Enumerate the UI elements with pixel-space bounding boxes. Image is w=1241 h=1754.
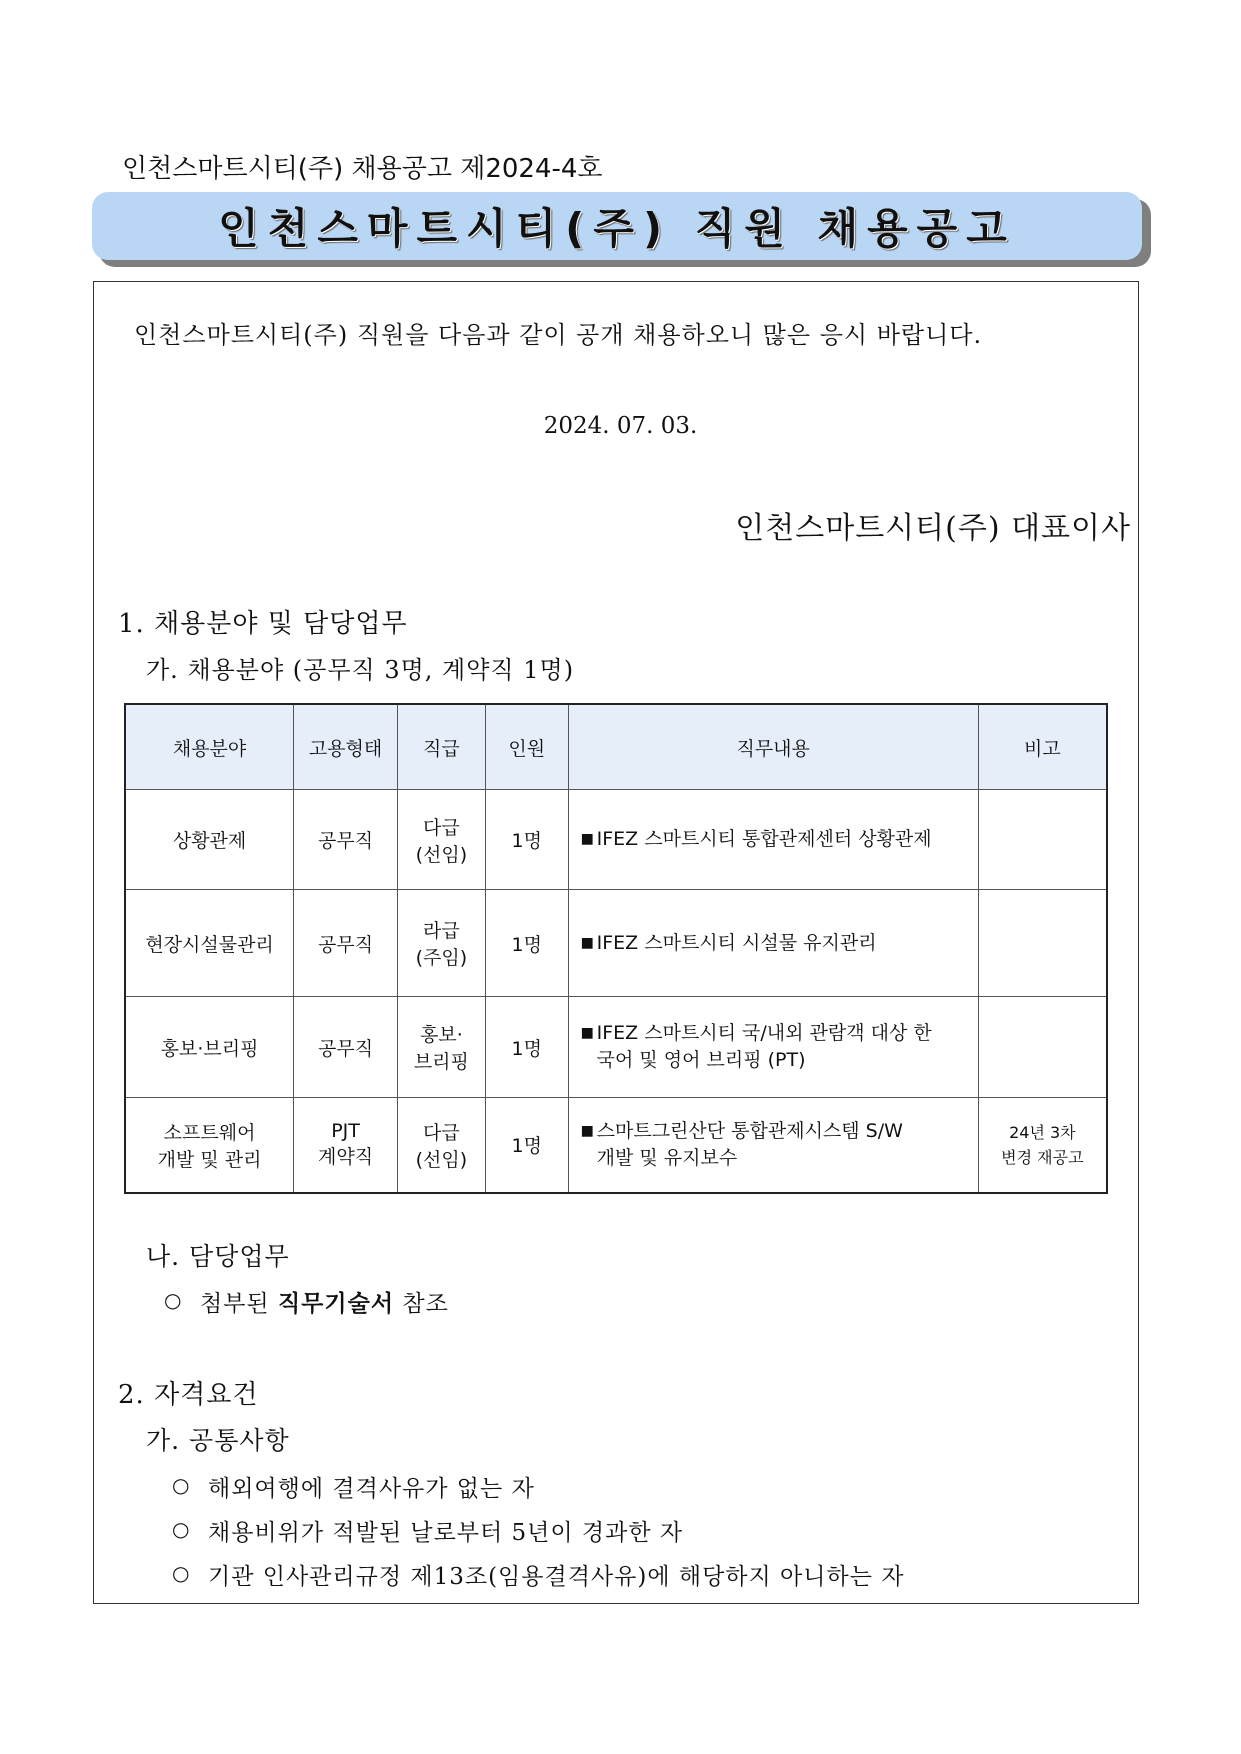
cell-count [485,1098,568,1193]
cell-field-line: 홍보·브리핑 [160,1037,259,1060]
cell-field-line: 소프트웨어 [163,1121,256,1144]
table-header-cell: 인원 [485,704,568,790]
cell-grade [397,997,485,1098]
table-header-cell: 직무내용 [568,704,978,790]
cell-field [125,790,294,890]
cell-duty-line: IFEZ 스마트시티 국/내외 관람객 대상 한 [596,1022,932,1044]
cell-duty [568,1098,978,1193]
table-row [125,1098,1107,1193]
cell-count-line: 1명 [511,1135,542,1158]
circle-bullet-icon: ○ [172,1473,191,1497]
cell-count-line: 1명 [511,1037,542,1060]
table-header-row [125,704,1107,790]
cell-grade [397,790,485,890]
list-item-text: 참조 [402,1291,449,1317]
cell-duty [568,997,978,1098]
cell-grade [397,890,485,997]
cell-count-line: 1명 [511,933,542,956]
table-row [125,890,1107,997]
cell-duty-line: 국어 및 영어 브리핑 (PT) [596,1049,806,1071]
list-item [172,1470,535,1503]
list-item [172,1558,904,1591]
table-header-cell: 직급 [397,704,485,790]
cell-employment-type [294,997,398,1098]
table-header-cell: 비고 [978,704,1107,790]
cell-grade-line: 라급 [423,920,460,942]
cell-employment-type [294,890,398,997]
list-item-text: 해외여행에 결격사유가 없는 자 [208,1476,535,1502]
cell-employment-type-line: 공무직 [317,933,374,956]
square-bullet-icon: ■ [580,1122,594,1139]
signer: 인천스마트시티(주) 대표이사 [735,511,1131,546]
cell-field-line: 현장시설물관리 [145,933,274,956]
section2-heading: 2. 자격요건 [118,1380,259,1410]
cell-note-line: 변경 재공고 [1001,1147,1084,1167]
cell-note [978,1098,1107,1193]
cell-field [125,997,294,1098]
table-row [125,997,1107,1098]
list-item-text: 기관 인사관리규정 제13조(임용결격사유)에 해당하지 아니하는 자 [208,1564,905,1590]
cell-count [485,790,568,890]
cell-grade-line: 다급 [423,816,460,839]
square-bullet-icon: ■ [580,934,594,951]
cell-employment-type [294,790,398,890]
intro-text: 인천스마트시티(주) 직원을 다음과 같이 공개 채용하오니 많은 응시 바랍니다. [134,321,983,349]
table-row [125,790,1107,890]
cell-grade-line: (선임) [415,843,468,866]
section1-sub-b: 나. 담당업무 [146,1242,290,1271]
cell-employment-type-line: 공무직 [317,830,374,852]
cell-grade-line: 브리핑 [413,1051,469,1073]
cell-duty-line: IFEZ 스마트시티 통합관제센터 상황관제 [596,828,932,850]
title-banner [92,192,1142,260]
cell-note-line: 24년 3차 [1009,1122,1076,1142]
list-item [172,1514,683,1547]
circle-bullet-icon: ○ [172,1517,191,1541]
list-item-text: 첨부된 [200,1291,270,1317]
cell-duty-line: 개발 및 유지보수 [596,1146,738,1169]
cell-count-line: 1명 [511,830,542,852]
section1-heading: 1. 채용분야 및 담당업무 [118,609,408,639]
square-bullet-icon: ■ [580,831,594,847]
cell-field-line: 상황관제 [172,830,247,852]
cell-count [485,890,568,997]
section2-sub-a: 가. 공통사항 [146,1426,290,1455]
cell-duty [568,890,978,997]
cell-duty [568,790,978,890]
cell-grade-line: 다급 [423,1121,460,1144]
cell-note [978,997,1107,1098]
circle-bullet-icon: ○ [164,1288,183,1312]
cell-grade-line: (선임) [415,1148,468,1171]
cell-count [485,997,568,1098]
square-bullet-icon: ■ [580,1025,594,1041]
cell-duty-line: IFEZ 스마트시티 시설물 유지관리 [596,931,877,954]
cell-field [125,1098,294,1193]
list-item-text: 채용비위가 적발된 날로부터 5년이 경과한 자 [208,1520,684,1546]
list-item [164,1285,449,1318]
cell-grade-line: 홍보· [419,1024,463,1046]
cell-note [978,890,1107,997]
notice-number: 인천스마트시티(주) 채용공고 제2024-4호 [122,154,603,184]
cell-employment-type-line: 공무직 [317,1037,374,1060]
cell-grade-line: (주임) [415,947,468,969]
recruitment-table [124,703,1108,1194]
cell-field [125,890,294,997]
circle-bullet-icon: ○ [172,1561,191,1585]
document-title: 인천스마트시티(주) 직원 채용공고 [218,204,1016,253]
notice-date: 2024. 07. 03. [543,413,698,439]
cell-grade [397,1098,485,1193]
table-header-cell: 채용분야 [125,704,294,790]
cell-employment-type [294,1098,398,1193]
cell-employment-type-line: 계약직 [317,1146,374,1169]
table-header-cell: 고용형태 [294,704,398,790]
cell-field-line: 개발 및 관리 [157,1148,262,1171]
cell-duty-line: 스마트그린산단 통합관제시스템 S/W [596,1119,903,1142]
cell-note [978,790,1107,890]
cell-employment-type-line: PJT [331,1120,360,1143]
job-description-reference: 직무기술서 [277,1290,395,1317]
section1-sub-a: 가. 채용분야 (공무직 3명, 계약직 1명) [146,656,575,684]
